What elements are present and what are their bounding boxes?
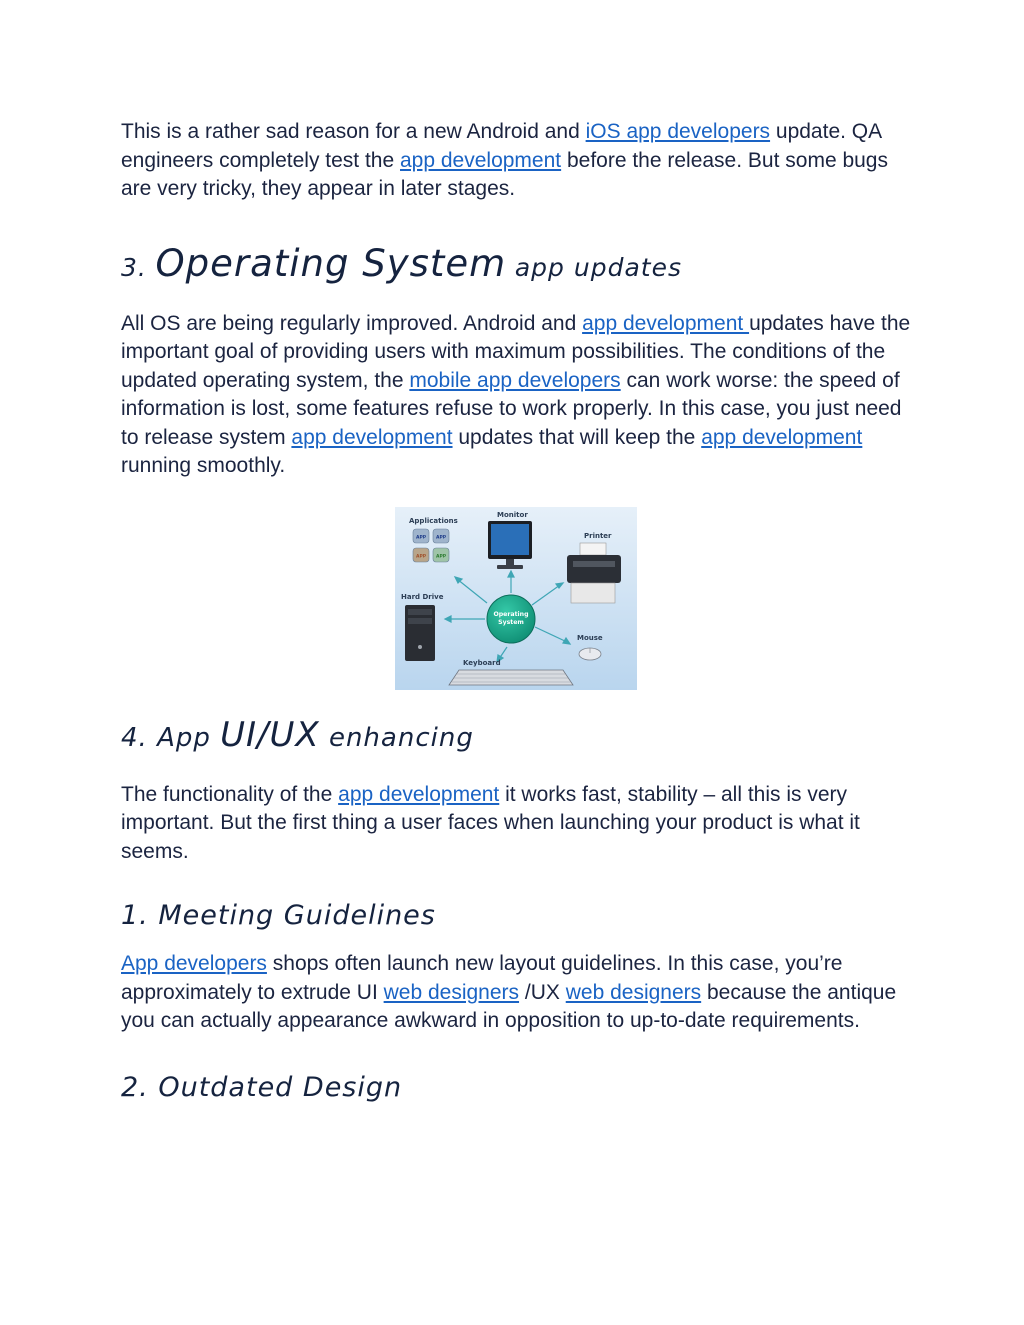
paragraph-guidelines	[121, 950, 911, 1036]
link-web-designers[interactable]: web designers	[383, 980, 520, 1004]
link-app-development[interactable]: app development	[291, 425, 453, 449]
document-page	[121, 118, 911, 1108]
app-tile-label: APP	[436, 554, 447, 559]
text: This is a rather sad reason for a new Android and	[121, 120, 586, 143]
os-label-line2: System	[498, 618, 524, 626]
figure-container	[121, 507, 911, 695]
heading-number: 3.	[121, 252, 147, 282]
label-mouse: Mouse	[577, 633, 603, 642]
heading-sub: app updates	[514, 252, 682, 282]
text: update. QA engineers completely test the	[121, 120, 881, 172]
text: All OS are being regularly improved. Android and	[121, 311, 583, 335]
text: updates that will keep the	[452, 425, 702, 449]
label-printer: Printer	[584, 531, 612, 540]
label-applications: Applications	[409, 516, 458, 525]
label-monitor: Monitor	[497, 510, 528, 519]
text: it works fast, stability – all this is very important. But the first thing a user faces when launching your product is what it seems.	[121, 782, 860, 863]
text: before the release. But some bugs are very tricky, they appear in later stages.	[121, 148, 888, 200]
text: /UX	[519, 980, 566, 1004]
heading-ui-ux-enhancing	[121, 713, 911, 757]
mouse-icon	[579, 648, 601, 660]
heading-main: Operating System	[155, 241, 507, 285]
heading-operating-system-updates	[121, 241, 911, 285]
os-label-line1: Operating	[493, 610, 529, 618]
label-keyboard: Keyboard	[463, 658, 501, 667]
heading-outdated-design: 2. Outdated Design	[121, 1071, 403, 1103]
operating-system-diagram	[395, 507, 637, 690]
text: can work worse: the speed of information is lost, some features refuse to work properly. In this case, you just need to release system	[121, 368, 902, 449]
text: The functionality of the	[121, 782, 339, 806]
link-app-development[interactable]: app development	[400, 148, 562, 172]
keyboard-icon	[449, 670, 573, 685]
link-app-development[interactable]: app development	[582, 311, 750, 335]
link-mobile-app-developers[interactable]: mobile app developers	[409, 368, 621, 392]
app-tile-label: APP	[416, 535, 427, 540]
link-ios-app-developers[interactable]: iOS app developers	[585, 120, 771, 143]
link-web-designers[interactable]: web designers	[565, 980, 702, 1004]
link-app-developers[interactable]: App developers	[121, 952, 267, 975]
paragraph-bug-fixes	[121, 118, 911, 204]
app-tile-label: APP	[416, 554, 427, 559]
label-hard-drive: Hard Drive	[401, 592, 444, 601]
link-app-development[interactable]: app development	[701, 425, 863, 449]
paragraph-functionality	[121, 781, 911, 867]
operating-system-node	[487, 595, 535, 643]
heading-main: UI/UX	[220, 714, 320, 755]
text: running smoothly.	[121, 454, 286, 477]
paragraph-os-updates	[121, 310, 911, 481]
link-app-development[interactable]: app development	[338, 782, 500, 806]
hard-drive-icon	[405, 605, 435, 661]
heading-sub: enhancing	[319, 722, 474, 753]
text: updates have the important goal of providing users with maximum possibilities. The conditions of the updated operating system, the	[121, 311, 911, 392]
heading-meeting-guidelines: 1. Meeting Guidelines	[121, 900, 436, 931]
text: shops often launch new layout guidelines. In this case, you’re approximately to extrude UI	[121, 952, 843, 1004]
app-tile-label: APP	[436, 535, 447, 540]
heading-prefix: 4. App	[121, 722, 221, 753]
text: because the antique you can actually appearance awkward in opposition to up-to-date requirements.	[121, 980, 897, 1032]
